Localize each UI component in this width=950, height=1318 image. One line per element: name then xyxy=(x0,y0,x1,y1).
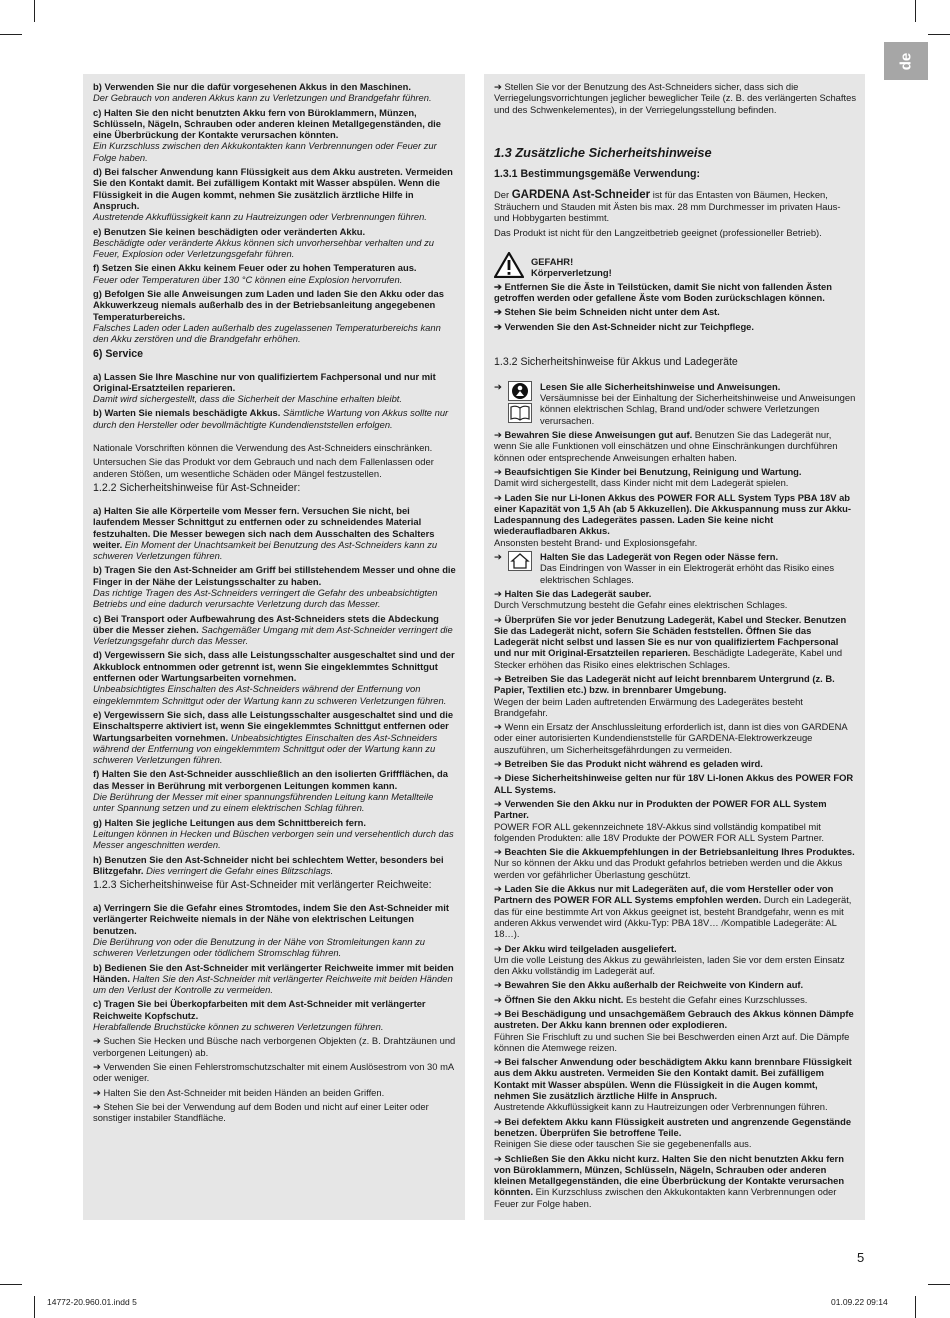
arrow-icon: ➔ xyxy=(494,979,505,991)
section-heading-1-3-1: 1.3.1 Bestimmungsgemäße Verwendung: xyxy=(494,167,701,180)
brand-name: GARDENA Ast-Schneider xyxy=(511,188,651,201)
item-text: Ansonsten besteht Brand- und Explosionsgefahr. xyxy=(494,536,698,548)
arrow-icon: ➔ xyxy=(494,429,505,441)
rule-title: h) Benutzen Sie den Ast-Schneider nicht bei schlechtem Wetter, besonders bei Blitzgefahr. xyxy=(93,853,444,876)
injury-label: Körperverletzung! xyxy=(531,267,612,279)
rule-title: c) Bei Transport oder Aufbewahrung des Ast-Schneiders stets die Abdeckung über die Messer ziehen. xyxy=(93,612,439,635)
rule-text: Ein Kurzschluss zwischen den Akkukontakten kann Verbrennungen oder Feuer zur Folge haben. xyxy=(93,140,437,163)
list-item xyxy=(494,466,856,489)
item-text: Um die volle Leistung des Akkus zu gewährleisten, laden Sie vor dem ersten Einsatz den Akku vollständig im Ladegerät auf. xyxy=(494,953,845,977)
read-instructions-item xyxy=(494,381,856,426)
list-item-text: Verwenden Sie den Ast-Schneider nicht zur Teichpflege. xyxy=(504,320,754,332)
rule-title: a) Lassen Sie Ihre Maschine nur von qualifiziertem Fachpersonal und nur mit Original-Ersatzteilen reparieren. xyxy=(93,370,436,393)
rule-text: Dies verringert die Gefahr eines Blitzschlags. xyxy=(146,864,334,876)
arrow-icon: ➔ xyxy=(93,1035,104,1047)
service-rule-b xyxy=(93,407,456,430)
item-text: Es besteht die Gefahr eines Kurzschlusses. xyxy=(626,993,808,1005)
item-title: Bei defektem Akku kann Flüssigkeit austreten und angrenzende Gegenstände benetzen. Überprüfen Sie betroffene Teile. xyxy=(494,1115,852,1138)
footer-timestamp: 01.09.22 09:14 xyxy=(831,1297,888,1307)
rule-text: Die Berührung der Messer mit einer spannungsführenden Leitung kann Metallteile unter Spannung setzen und zu einem elektrischen Schlag führen. xyxy=(93,791,434,814)
item-title: Überprüfen Sie vor jeder Benutzung Ladegerät, Kabel und Stecker. Benutzen Sie das Ladegerät nicht, sofern Sie Schäden feststellen. Öffnen Sie das Ladegerät nicht selbst und lassen Sie es nur von qualifiziertem Fachpersonal und nur mit Original-Ersatzteilen reparieren. xyxy=(494,613,847,659)
rule-title: e) Benutzen Sie keinen beschädigten oder veränderten Akku. xyxy=(93,225,366,237)
arrow-icon: ➔ xyxy=(494,758,505,770)
item-text: Versäumnisse bei der Einhaltung der Sicherheitshinweise und Anweisungen können elektrischen Schlag, Brand und/oder schwere Verletzungen verursachen. xyxy=(540,392,856,426)
battery-rule-g xyxy=(93,288,456,344)
rule-text: Feuer oder Temperaturen über 130 °C können eine Explosion hervorrufen. xyxy=(93,273,403,285)
inspect-note: Untersuchen Sie das Produkt vor dem Gebrauch und nach dem Fallenlassen oder anderen Stößen, um wesentliche Schäden oder Mängel festzustellen. xyxy=(93,456,434,479)
item-title: Lesen Sie alle Sicherheitshinweise und Anweisungen. xyxy=(540,380,781,392)
item-text: Ein Kurzschluss zwischen den Akkukontakten kann Verbrennungen oder Feuer zur Folge haben. xyxy=(494,1186,837,1209)
rule-text: Sachgemäßer Umgang mit dem Ast-Schneider verringert die Verletzungsgefahr durch das Messer. xyxy=(93,623,453,647)
left-column xyxy=(83,74,465,1220)
arrow-icon: ➔ xyxy=(494,587,505,599)
rule-title: b) Tragen Sie den Ast-Schneider am Griff bei stillstehendem Messer und ohne die Finger in der Nähe der Leistungsschalter zu haben. xyxy=(93,564,456,587)
arrow-icon: ➔ xyxy=(494,613,505,625)
arrow-icon: ➔ xyxy=(494,846,505,858)
section-heading-1-2-2: 1.2.2 Sicherheitshinweise für Ast-Schneider: xyxy=(93,481,301,494)
rule-title: f) Halten Sie den Ast-Schneider ausschließlich an den isolierten Griffflächen, da das Messer in Berührung mit verborgenen Leitungen kommen kann. xyxy=(93,768,448,791)
right-column xyxy=(484,74,865,1220)
use-text: ist für das Entasten von Bäumen, Hecken, Sträuchern und Stauden mit Ästen bis max. 28 mm Durchmesser im privaten Haus- und Hobbygarten bestimmt. xyxy=(494,188,841,224)
arrow-icon: ➔ xyxy=(494,306,505,318)
list-item xyxy=(494,979,856,990)
arrow-icon: ➔ xyxy=(93,1100,104,1112)
rule-title: g) Befolgen Sie alle Anweisungen zum Laden und laden Sie den Akku oder das Akkuwerkzeug niemals außerhalb des in der Betriebsanleitung angegebenen Temperaturbereichs. xyxy=(93,288,444,322)
item-text: Reinigen Sie diese oder tauschen Sie sie gegebenenfalls aus. xyxy=(494,1138,752,1150)
list-item-text: Stellen Sie vor der Benutzung des Ast-Schneiders sicher, dass sich die Verriegelungsvorrichtungen jeglicher beweglicher Teile (z. B. des verlängerten Schaftes und des Schwenkelementes), in der Verriegelungsstellung befinden. xyxy=(494,81,857,115)
list-item-text: Verwenden Sie einen Fehlerstromschutzschalter mit einem Auslösestrom von 30 mA oder weniger. xyxy=(93,1060,454,1084)
list-item xyxy=(494,1116,856,1150)
list-item-text: Stehen Sie bei der Verwendung auf dem Boden und nicht auf einer Leiter oder sonstiger instabiler Standfläche. xyxy=(93,1100,429,1124)
item-title: Beaufsichtigen Sie Kinder bei Benutzung, Reinigung und Wartung. xyxy=(504,465,802,477)
arrow-icon: ➔ xyxy=(494,772,505,784)
crop-mark xyxy=(34,1296,35,1318)
rule-title: g) Halten Sie jegliche Leitungen aus dem Schnittbereich fern. xyxy=(93,816,366,828)
item-title: Diese Sicherheitshinweise gelten nur für 18V Li-Ionen Akkus des POWER FOR ALL Systems. xyxy=(494,772,854,795)
item-title: Beachten Sie die Akkuempfehlungen in der Betriebsanleitung Ihres Produktes. xyxy=(504,846,855,858)
list-item xyxy=(494,614,856,670)
house-icon xyxy=(508,551,532,571)
rule-text: Die Berührung von oder die Benutzung in der Nähe von Stromleitungen kann zu schweren Verletzungen oder tödlichem Stromschlag führen. xyxy=(93,936,425,959)
item-title: Bewahren Sie den Akku außerhalb der Reichweite von Kindern auf. xyxy=(504,979,804,991)
list-item xyxy=(494,1008,856,1053)
rule-text: Unbeabsichtigtes Einschalten des Ast-Schneiders während der Entfernung von eingeklemmtem Schnittgut oder der Wartung kann zu schweren Verletzungen führen. xyxy=(93,683,447,706)
language-code: de xyxy=(897,52,915,70)
battery-rule-e xyxy=(93,226,456,260)
arrow-icon: ➔ xyxy=(494,551,502,563)
pruner-rule-b xyxy=(93,564,456,609)
rule-text: Sämtliche Wartung von Akkus sollte nur durch den Hersteller oder bevollmächtigte Kundendienststellen erfolgen. xyxy=(93,407,449,430)
list-item xyxy=(494,429,856,463)
arrow-icon: ➔ xyxy=(494,81,505,92)
rule-text: Das richtige Tragen des Ast-Schneiders verringert die Gefahr des unbeabsichtigten Betriebs und eine dadurch verursachte Verletzung durch das Messer. xyxy=(93,586,438,610)
page-number: 5 xyxy=(857,1250,865,1265)
extended-rule-b xyxy=(93,962,456,996)
extended-rule-a xyxy=(93,902,456,958)
list-item xyxy=(494,1153,856,1209)
list-item xyxy=(494,798,856,843)
rule-title: f) Setzen Sie einen Akku keinem Feuer oder zu hohen Temperaturen aus. xyxy=(93,262,417,274)
list-item-text: Halten Sie den Ast-Schneider mit beiden Händen an beiden Griffen. xyxy=(103,1086,385,1098)
item-title: Bewahren Sie diese Anweisungen gut auf. xyxy=(504,429,693,441)
pruner-rule-f xyxy=(93,768,456,813)
rule-text: Herabfallende Bruchstücke können zu schweren Verletzungen führen. xyxy=(93,1021,384,1033)
list-item xyxy=(93,1101,456,1124)
warning-triangle-icon xyxy=(494,252,524,278)
item-text: Durch Verschmutzung besteht die Gefahr eines elektrischen Schlages. xyxy=(494,599,788,611)
arrow-icon: ➔ xyxy=(494,721,505,733)
item-text: Durch ein Ladegerät, das für eine bestimmte Art von Akkus geeignet ist, besteht Brandgefahr, wenn es mit anderen Akkus verwendet wird (Akku-Typ: PBA 18V… /Kompatible Ladegeräte: AL 18…). xyxy=(494,894,852,940)
item-text: Damit wird sichergestellt, dass Kinder nicht mit dem Ladegerät spielen. xyxy=(494,477,789,489)
pruner-rule-c xyxy=(93,613,456,647)
list-item-text: Stehen Sie beim Schneiden nicht unter dem Ast. xyxy=(504,306,720,318)
item-title: Öffnen Sie den Akku nicht. xyxy=(504,993,624,1005)
list-item xyxy=(494,492,856,548)
rule-title: c) Halten Sie den nicht benutzten Akku fern von Büroklammern, Münzen, Schlüsseln, Nägeln, Schrauben oder anderen kleinen Metallgegenständen, die eine Überbrückung der Kontakte verursachen könnten. xyxy=(93,106,442,141)
arrow-icon: ➔ xyxy=(494,1008,505,1019)
item-text: Nur so können der Akku und das Produkt gefahrlos betrieben werden und die Akkus werden vor gefährlicher Überlastung geschützt. xyxy=(494,857,843,880)
list-item xyxy=(494,81,856,115)
intended-use-note: Das Produkt ist nicht für den Langzeitbetrieb geeignet (professioneller Betrieb). xyxy=(494,226,822,238)
rain-item xyxy=(494,551,856,585)
rule-text: Leitungen können in Hecken und Büschen verborgen sein und versehentlich durch das Messer angeschnitten werden. xyxy=(93,827,454,851)
intended-use xyxy=(494,189,856,224)
arrow-icon: ➔ xyxy=(494,993,505,1005)
item-title: Halten Sie das Ladegerät von Regen oder Nässe fern. xyxy=(540,551,779,563)
arrow-icon: ➔ xyxy=(494,320,505,332)
crop-mark xyxy=(0,34,22,35)
battery-rule-d xyxy=(93,166,456,222)
list-item xyxy=(93,1035,456,1058)
item-title: Laden Sie die Akkus nur mit Ladegeräten auf, die vom Hersteller oder von Partnern des POWER FOR ALL Systems empfohlen werden. xyxy=(494,883,834,906)
crop-mark xyxy=(928,1284,950,1285)
arrow-icon: ➔ xyxy=(494,1115,505,1127)
arrow-icon: ➔ xyxy=(494,883,505,895)
rule-title: b) Warten Sie niemals beschädigte Akkus. xyxy=(93,407,281,419)
pruner-rule-e xyxy=(93,709,456,765)
rule-title: d) Vergewissern Sie sich, dass alle Leistungsschalter ausgeschaltet sind und der Akkublock entnommen oder getrennt ist, wenn Sie eingeklemmtes Schnittgut entfernen oder Wartungsarbeiten vornehmen. xyxy=(93,649,455,684)
arrow-icon: ➔ xyxy=(494,1056,505,1068)
item-title: Halten Sie das Ladegerät sauber. xyxy=(504,587,652,599)
rule-title: d) Bei falscher Anwendung kann Flüssigkeit aus dem Akku austreten. Vermeiden Sie den Kontakt damit. Bei zufälligem Kontakt mit Wasser abspülen. Wenn die Flüssigkeit in die Augen kommt, nehmen Sie zusätzlich ärztliche Hilfe in Anspruch. xyxy=(93,166,453,211)
list-item xyxy=(494,721,856,755)
pruner-rule-g xyxy=(93,817,456,851)
pruner-rule-a xyxy=(93,505,456,561)
use-text: Der xyxy=(494,188,510,200)
rule-text: Unbeabsichtigtes Einschalten des Ast-Schneiders während der Entfernung von eingeklemmtem Schnittgut oder der Wartung kann zu schweren Verletzungen führen. xyxy=(93,731,438,766)
rule-title: b) Bedienen Sie den Ast-Schneider mit verlängerter Reichweite immer mit beiden Händen. xyxy=(93,961,454,984)
arrow-icon: ➔ xyxy=(494,380,502,392)
danger-label: GEFAHR! xyxy=(531,256,574,268)
rule-title: b) Verwenden Sie nur die dafür vorgesehenen Akkus in den Maschinen. xyxy=(93,81,411,92)
rule-text: Austretende Akkuflüssigkeit kann zu Hautreizungen oder Verbrennungen führen. xyxy=(93,211,427,223)
read-manual-icon xyxy=(508,381,532,401)
arrow-icon: ➔ xyxy=(494,280,505,292)
item-text: Das Eindringen von Wasser in ein Elektrogerät erhöht das Risiko eines elektrischen Schlages. xyxy=(540,562,835,585)
list-item xyxy=(494,846,856,880)
rule-text: Ein Moment der Unachtsamkeit bei Benutzung des Ast-Schneiders kann zu schweren Verletzungen führen. xyxy=(93,538,438,562)
item-title: Bei falscher Anwendung oder beschädigtem Akku kann brennbare Flüssigkeit aus dem Akku austreten. Vermeiden Sie den Kontakt damit. Bei zufälligem Kontakt mit Wasser abspülen. Wenn die Flüssigkeit in die Augen kommt, nehmen Sie zusätzlich ärztliche Hilfe in Anspruch. xyxy=(494,1056,852,1102)
list-item xyxy=(494,281,856,304)
section-heading-1-3: 1.3 Zusätzliche Sicherheitshinweise xyxy=(494,144,712,160)
item-title: Betreiben Sie das Ladegerät nicht auf leicht brennbarem Untergrund (z. B. Papier, Textilien etc.) bzw. in brennbarer Umgebung. xyxy=(494,672,835,696)
arrow-icon: ➔ xyxy=(494,942,505,954)
list-item-text: Suchen Sie Hecken und Büsche nach verborgenen Objekten (z. B. Drahtzäunen und verborgenen Leitungen) ab. xyxy=(93,1035,456,1058)
item-title: Schließen Sie den Akku nicht kurz. Halten Sie den nicht benutzten Akku fern von Büroklammern, Münzen, Schlüsseln, Nägeln, Schrauben oder anderen kleinen Metallgegenständen, die eine Überbrückung der Kontakte verursachen könnten. xyxy=(494,1152,845,1198)
item-text: Benutzen Sie das Ladegerät nur, wenn Sie alle Funktionen voll einschätzen und ohne Einschränkungen durchführen können oder entsprechende Anweisungen erhalten haben. xyxy=(494,429,838,463)
list-item xyxy=(93,1087,456,1098)
danger-block xyxy=(494,252,856,279)
list-item xyxy=(494,758,856,769)
service-rule-a xyxy=(93,371,456,405)
national-note: Nationale Vorschriften können die Verwendung des Ast-Schneiders einschränken. xyxy=(93,442,433,454)
rule-title: a) Verringern Sie die Gefahr eines Stromtodes, indem Sie den Ast-Schneider mit verlängerter Reichweite niemals in der Nähe von elektrischen Leitungen benutzen. xyxy=(93,902,449,936)
rule-title: a) Halten Sie alle Körperteile vom Messer fern. Versuchen Sie nicht, bei laufendem Messer Schnittgut zu entfernen oder zu schneidendes Material festzuhalten. Die Messer bewegen sich nach dem Ausschalten des Schalters weiter. xyxy=(93,504,435,550)
list-item xyxy=(93,1061,456,1084)
battery-rule-b xyxy=(93,81,456,104)
crop-mark xyxy=(915,1296,916,1318)
crop-mark xyxy=(915,0,916,22)
list-item xyxy=(494,772,856,795)
item-text: Wegen der beim Laden auftretenden Erwärmung des Ladegerätes besteht Brandgefahr. xyxy=(494,695,803,718)
arrow-icon: ➔ xyxy=(494,1152,505,1164)
rule-text: Beschädigte oder veränderte Akkus können sich unvorhersehbar verhalten und zu Feuer, Explosion oder Verletzungsgefahr führen. xyxy=(93,236,435,260)
item-text: Beschädigte Ladegeräte, Kabel und Stecker erhöhen das Risiko eines elektrischen Schlages. xyxy=(494,647,843,670)
item-title: Der Akku wird teilgeladen ausgeliefert. xyxy=(504,942,677,954)
item-text: POWER FOR ALL gekennzeichnete 18V-Akkus sind vollständig kompatibel mit folgenden Produkten: alle 18V Produkte der POWER FOR ALL System Partner. xyxy=(494,820,825,843)
item-text: Wenn ein Ersatz der Anschlussleitung erforderlich ist, dann ist dies von GARDENA oder einer autorisierten Kundendienststelle für GARDENA-Elektrowerkzeuge auszuführen, um Sicherheitsgefährdungen zu vermeiden. xyxy=(494,721,848,755)
rule-text: Der Gebrauch von anderen Akkus kann zu Verletzungen und Brandgefahr führen. xyxy=(93,92,432,104)
arrow-icon: ➔ xyxy=(494,491,505,503)
language-tab xyxy=(884,42,928,80)
list-item xyxy=(494,994,856,1005)
list-item xyxy=(494,588,856,611)
book-icon xyxy=(508,403,532,423)
rule-title: c) Tragen Sie bei Überkopfarbeiten mit dem Ast-Schneider mit verlängerter Reichweite Kopfschutz. xyxy=(93,998,426,1021)
item-title: Laden Sie nur Li-Ionen Akkus des POWER FOR ALL System Typs PBA 18V ab einer Kapazität von 1,5 Ah (ab 5 Akkuzellen). Die Akkuspannung muss zur Akku-Ladespannung des Ladegerätes passen. Laden Sie keine nicht wiederaufladbaren Akkus. xyxy=(494,491,852,537)
section-heading-1-2-3: 1.2.3 Sicherheitshinweise für Ast-Schneider mit verlängerter Reichweite: xyxy=(93,879,432,892)
battery-rule-f xyxy=(93,262,456,285)
footer-file-name: 14772-20.960.01.indd 5 xyxy=(47,1297,137,1307)
crop-mark xyxy=(928,34,950,35)
service-heading: 6) Service xyxy=(93,347,144,360)
item-title: Bei Beschädigung und unsachgemäßem Gebrauch des Akkus können Dämpfe austreten. Der Akku kann brennen oder explodieren. xyxy=(494,1008,854,1031)
list-item xyxy=(494,306,856,317)
rule-text: Halten Sie den Ast-Schneider mit verlängerter Reichweite mit beiden Händen um den Verlust der Kontrolle zu vermeiden. xyxy=(93,972,453,996)
rule-text: Falsches Laden oder Laden außerhalb des zugelassenen Temperaturbereichs kann den Akku zerstören und die Brandgefahr erhöhen. xyxy=(93,321,441,345)
extended-rule-c xyxy=(93,998,456,1032)
rule-title: e) Vergewissern Sie sich, dass alle Leistungsschalter ausgeschaltet sind und die Einschaltsperre aktiviert ist, wenn Sie eingeklemmtes Schnittgut entfernen oder Wartungsarbeiten vornehmen. xyxy=(93,708,454,743)
list-item xyxy=(494,883,856,939)
list-item xyxy=(494,943,856,977)
item-title: Verwenden Sie den Akku nur in Produkten der POWER FOR ALL System Partner. xyxy=(494,797,827,821)
section-heading-1-3-2: 1.3.2 Sicherheitshinweise für Akkus und Ladegeräte xyxy=(494,355,738,368)
battery-rule-c xyxy=(93,107,456,163)
pruner-rule-d xyxy=(93,649,456,705)
pruner-rule-h xyxy=(93,854,456,877)
rule-text: Damit wird sichergestellt, dass die Sicherheit der Maschine erhalten bleibt. xyxy=(93,393,402,405)
crop-mark xyxy=(0,1284,22,1285)
item-text: Austretende Akkuflüssigkeit kann zu Hautreizungen oder Verbrennungen führen. xyxy=(494,1101,828,1113)
list-item-text: Entfernen Sie die Äste in Teilstücken, damit Sie nicht von fallenden Ästen getroffen werden oder gefallene Äste vom Boden zurückschlagen können. xyxy=(494,280,832,303)
item-title: Betreiben Sie das Produkt nicht während es geladen wird. xyxy=(504,758,763,770)
item-text: Führen Sie Frischluft zu und suchen Sie bei Beschwerden einen Arzt auf. Die Dämpfe können die Atemwege reizen. xyxy=(494,1030,850,1053)
arrow-icon: ➔ xyxy=(494,797,505,809)
list-item xyxy=(494,673,856,718)
arrow-icon: ➔ xyxy=(93,1086,104,1098)
arrow-icon: ➔ xyxy=(494,465,505,477)
arrow-icon: ➔ xyxy=(93,1060,104,1072)
list-item xyxy=(494,1056,856,1112)
crop-mark xyxy=(34,0,35,22)
list-item xyxy=(494,321,856,332)
arrow-icon: ➔ xyxy=(494,672,505,684)
